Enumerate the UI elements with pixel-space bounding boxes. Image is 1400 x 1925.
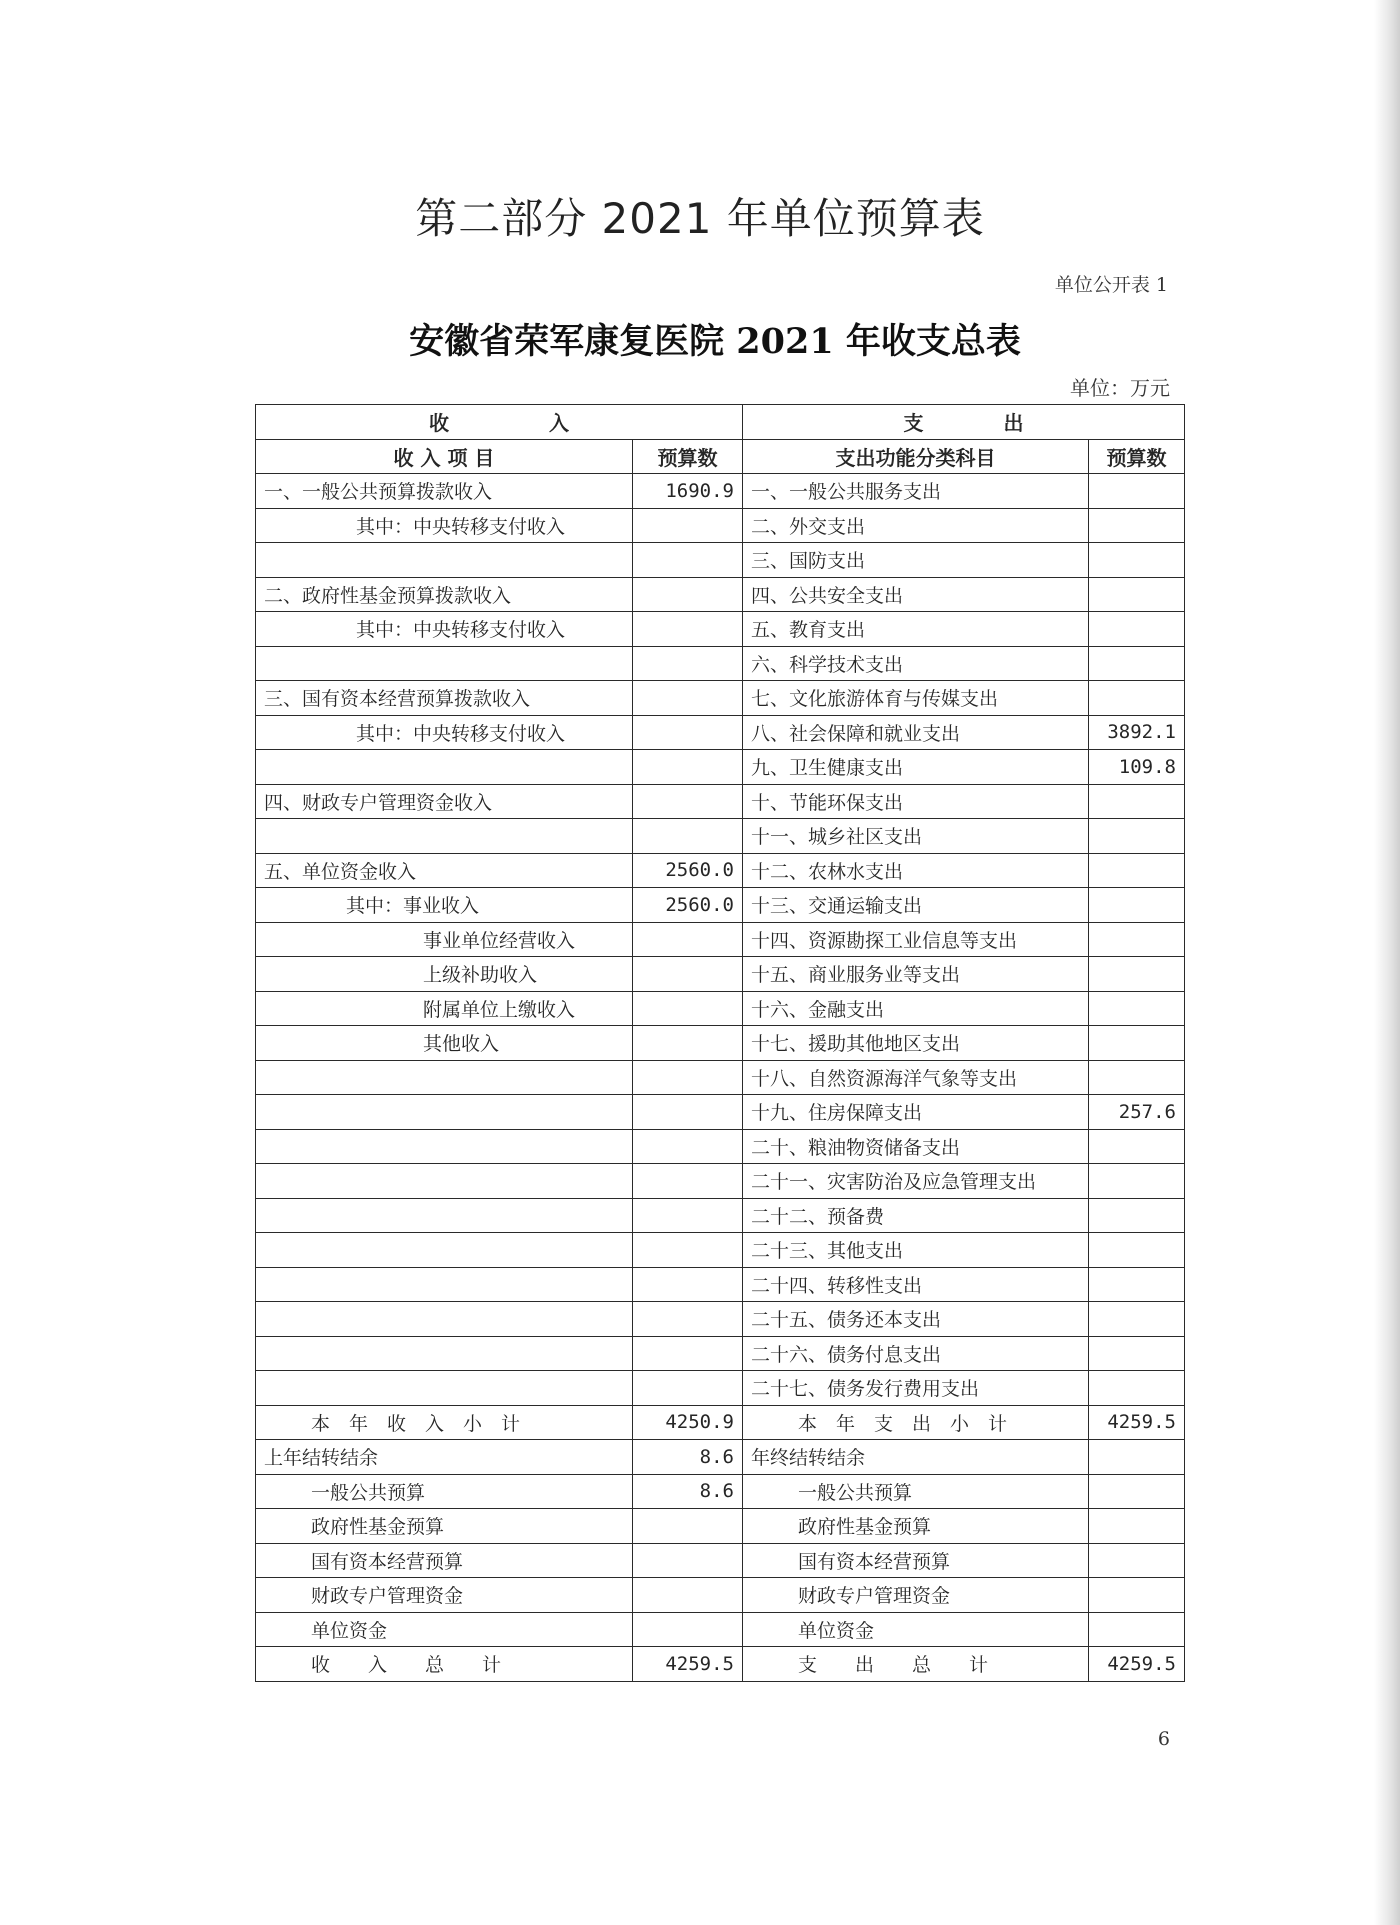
expense-item-cell: 二十一、灾害防治及应急管理支出 <box>743 1164 1089 1199</box>
table-row <box>256 1302 1185 1337</box>
income-item-cell: 其中：中央转移支付收入 <box>256 612 633 647</box>
expense-item-cell: 二十四、转移性支出 <box>743 1267 1089 1302</box>
form-number: 单位公开表 1 <box>1054 274 1168 296</box>
expense-value-cell <box>1089 1509 1185 1544</box>
income-value-cell <box>633 1267 743 1302</box>
expense-value-cell <box>1089 1440 1185 1475</box>
expense-item-cell: 六、科学技术支出 <box>743 646 1089 681</box>
table-header-row-1 <box>256 405 1185 440</box>
income-value-cell <box>633 1612 743 1647</box>
expense-value-cell <box>1089 888 1185 923</box>
expense-value-cell <box>1089 1336 1185 1371</box>
expense-value-cell <box>1089 681 1185 716</box>
table-row <box>256 1371 1185 1406</box>
income-value-cell <box>633 508 743 543</box>
expense-section-header: 支 出 <box>743 405 1185 440</box>
income-value-cell <box>633 1060 743 1095</box>
expense-item-cell: 十五、商业服务业等支出 <box>743 957 1089 992</box>
table-row <box>256 1578 1185 1613</box>
table-row <box>256 1233 1185 1268</box>
table-row <box>256 1405 1185 1440</box>
expense-value-cell: 3892.1 <box>1089 715 1185 750</box>
table-row <box>256 508 1185 543</box>
expense-value-cell <box>1089 508 1185 543</box>
income-value-cell: 8.6 <box>633 1440 743 1475</box>
table-row <box>256 1198 1185 1233</box>
expense-value-cell <box>1089 612 1185 647</box>
income-value-cell <box>633 612 743 647</box>
income-value-cell <box>633 819 743 854</box>
expense-value-cell <box>1089 1060 1185 1095</box>
income-item-cell: 本 年 收 入 小 计 <box>256 1405 633 1440</box>
income-value-cell <box>633 646 743 681</box>
income-value-cell: 2560.0 <box>633 888 743 923</box>
income-value-cell <box>633 1336 743 1371</box>
table-row <box>256 1440 1185 1475</box>
income-item-cell: 三、国有资本经营预算拨款收入 <box>256 681 633 716</box>
expense-value-cell <box>1089 991 1185 1026</box>
table-row <box>256 1543 1185 1578</box>
expense-item-header: 支出功能分类科目 <box>743 439 1089 474</box>
income-value-cell <box>633 922 743 957</box>
income-budget-header: 预算数 <box>633 439 743 474</box>
income-item-cell: 其中：事业收入 <box>256 888 633 923</box>
table-row <box>256 784 1185 819</box>
expense-item-cell: 二十五、债务还本支出 <box>743 1302 1089 1337</box>
table-row <box>256 1647 1185 1682</box>
page-edge-shadow <box>1374 0 1400 1925</box>
expense-item-cell: 支 出 总 计 <box>743 1647 1089 1682</box>
table-row <box>256 1164 1185 1199</box>
income-item-cell <box>256 1336 633 1371</box>
expense-item-cell: 单位资金 <box>743 1612 1089 1647</box>
expense-item-cell: 十、节能环保支出 <box>743 784 1089 819</box>
table-row <box>256 922 1185 957</box>
expense-item-cell: 八、社会保障和就业支出 <box>743 715 1089 750</box>
budget-summary-table <box>255 404 1185 1682</box>
expense-value-cell <box>1089 957 1185 992</box>
expense-value-cell: 257.6 <box>1089 1095 1185 1130</box>
expense-value-cell: 4259.5 <box>1089 1405 1185 1440</box>
table-row <box>256 543 1185 578</box>
expense-item-cell: 十一、城乡社区支出 <box>743 819 1089 854</box>
income-item-cell <box>256 1198 633 1233</box>
income-value-cell <box>633 1509 743 1544</box>
income-value-cell <box>633 1371 743 1406</box>
income-value-cell <box>633 1543 743 1578</box>
expense-item-cell: 七、文化旅游体育与传媒支出 <box>743 681 1089 716</box>
income-value-cell <box>633 991 743 1026</box>
expense-item-cell: 三、国防支出 <box>743 543 1089 578</box>
table-row <box>256 1129 1185 1164</box>
table-row <box>256 750 1185 785</box>
income-item-cell <box>256 1233 633 1268</box>
table-row <box>256 1612 1185 1647</box>
expense-item-cell: 十七、援助其他地区支出 <box>743 1026 1089 1061</box>
income-item-cell <box>256 1129 633 1164</box>
table-row <box>256 957 1185 992</box>
income-value-cell <box>633 543 743 578</box>
income-value-cell <box>633 577 743 612</box>
income-item-cell: 收 入 总 计 <box>256 1647 633 1682</box>
table-row <box>256 1336 1185 1371</box>
expense-item-cell: 国有资本经营预算 <box>743 1543 1089 1578</box>
income-value-cell <box>633 1026 743 1061</box>
table-row <box>256 1026 1185 1061</box>
income-item-cell <box>256 1095 633 1130</box>
expense-item-cell: 年终结转结余 <box>743 1440 1089 1475</box>
expense-value-cell <box>1089 543 1185 578</box>
income-item-cell <box>256 1302 633 1337</box>
expense-item-cell: 二十二、预备费 <box>743 1198 1089 1233</box>
income-value-cell: 4259.5 <box>633 1647 743 1682</box>
income-value-cell: 8.6 <box>633 1474 743 1509</box>
part-title: 第二部分 2021 年单位预算表 <box>415 194 985 243</box>
expense-item-cell: 二十、粮油物资储备支出 <box>743 1129 1089 1164</box>
table-row <box>256 474 1185 509</box>
table-row <box>256 1267 1185 1302</box>
income-value-cell <box>633 681 743 716</box>
income-value-cell: 2560.0 <box>633 853 743 888</box>
income-value-cell <box>633 1129 743 1164</box>
expense-item-cell: 十四、资源勘探工业信息等支出 <box>743 922 1089 957</box>
income-item-cell: 财政专户管理资金 <box>256 1578 633 1613</box>
table-row <box>256 888 1185 923</box>
expense-value-cell <box>1089 1578 1185 1613</box>
page-number: 6 <box>1157 1728 1170 1750</box>
income-item-cell: 附属单位上缴收入 <box>256 991 633 1026</box>
expense-item-cell: 五、教育支出 <box>743 612 1089 647</box>
table-row <box>256 1474 1185 1509</box>
table-row <box>256 1509 1185 1544</box>
table-row <box>256 646 1185 681</box>
income-item-cell: 一般公共预算 <box>256 1474 633 1509</box>
unit-label: 单位：万元 <box>1070 376 1170 400</box>
expense-value-cell <box>1089 577 1185 612</box>
income-value-cell <box>633 715 743 750</box>
income-value-cell <box>633 1198 743 1233</box>
income-value-cell <box>633 1302 743 1337</box>
income-value-cell <box>633 1578 743 1613</box>
expense-item-cell: 十八、自然资源海洋气象等支出 <box>743 1060 1089 1095</box>
income-item-cell: 其中：中央转移支付收入 <box>256 715 633 750</box>
income-item-cell: 其中：中央转移支付收入 <box>256 508 633 543</box>
expense-item-cell: 二十六、债务付息支出 <box>743 1336 1089 1371</box>
table-row <box>256 715 1185 750</box>
expense-value-cell <box>1089 784 1185 819</box>
income-value-cell <box>633 1164 743 1199</box>
income-item-cell <box>256 1267 633 1302</box>
expense-item-cell: 二十七、债务发行费用支出 <box>743 1371 1089 1406</box>
income-item-cell <box>256 646 633 681</box>
income-item-cell <box>256 543 633 578</box>
income-item-cell: 事业单位经营收入 <box>256 922 633 957</box>
income-item-cell: 二、政府性基金预算拨款收入 <box>256 577 633 612</box>
income-item-cell <box>256 1164 633 1199</box>
table-row <box>256 991 1185 1026</box>
income-item-cell: 上年结转结余 <box>256 1440 633 1475</box>
table-row <box>256 681 1185 716</box>
income-item-cell: 上级补助收入 <box>256 957 633 992</box>
expense-budget-header: 预算数 <box>1089 439 1185 474</box>
income-section-header: 收 入 <box>256 405 743 440</box>
table-row <box>256 1060 1185 1095</box>
expense-value-cell: 109.8 <box>1089 750 1185 785</box>
income-item-cell <box>256 819 633 854</box>
income-value-cell: 4250.9 <box>633 1405 743 1440</box>
income-value-cell <box>633 1095 743 1130</box>
expense-value-cell: 4259.5 <box>1089 1647 1185 1682</box>
table-row <box>256 819 1185 854</box>
income-value-cell <box>633 750 743 785</box>
income-value-cell: 1690.9 <box>633 474 743 509</box>
expense-value-cell <box>1089 1267 1185 1302</box>
expense-value-cell <box>1089 474 1185 509</box>
expense-item-cell: 十三、交通运输支出 <box>743 888 1089 923</box>
expense-value-cell <box>1089 1612 1185 1647</box>
table-row <box>256 612 1185 647</box>
income-value-cell <box>633 957 743 992</box>
expense-value-cell <box>1089 1026 1185 1061</box>
expense-value-cell <box>1089 819 1185 854</box>
table-row <box>256 853 1185 888</box>
income-item-cell <box>256 750 633 785</box>
expense-value-cell <box>1089 1371 1185 1406</box>
expense-value-cell <box>1089 922 1185 957</box>
expense-item-cell: 一、一般公共服务支出 <box>743 474 1089 509</box>
expense-value-cell <box>1089 646 1185 681</box>
expense-item-cell: 一般公共预算 <box>743 1474 1089 1509</box>
income-item-cell <box>256 1060 633 1095</box>
expense-item-cell: 十二、农林水支出 <box>743 853 1089 888</box>
expense-item-cell: 二、外交支出 <box>743 508 1089 543</box>
expense-value-cell <box>1089 1129 1185 1164</box>
income-item-cell <box>256 1371 633 1406</box>
income-item-cell: 一、一般公共预算拨款收入 <box>256 474 633 509</box>
table-title: 安徽省荣军康复医院 2021 年收支总表 <box>409 321 1021 362</box>
income-value-cell <box>633 784 743 819</box>
income-item-cell: 国有资本经营预算 <box>256 1543 633 1578</box>
expense-item-cell: 十九、住房保障支出 <box>743 1095 1089 1130</box>
expense-value-cell <box>1089 1198 1185 1233</box>
expense-value-cell <box>1089 1474 1185 1509</box>
expense-item-cell: 财政专户管理资金 <box>743 1578 1089 1613</box>
income-item-cell: 其他收入 <box>256 1026 633 1061</box>
income-value-cell <box>633 1233 743 1268</box>
expense-item-cell: 四、公共安全支出 <box>743 577 1089 612</box>
income-item-cell: 单位资金 <box>256 1612 633 1647</box>
table-row <box>256 1095 1185 1130</box>
expense-value-cell <box>1089 1543 1185 1578</box>
expense-item-cell: 二十三、其他支出 <box>743 1233 1089 1268</box>
expense-value-cell <box>1089 1164 1185 1199</box>
income-item-header: 收 入 项 目 <box>256 439 633 474</box>
income-item-cell: 五、单位资金收入 <box>256 853 633 888</box>
table-row <box>256 577 1185 612</box>
income-item-cell: 政府性基金预算 <box>256 1509 633 1544</box>
table-header-row-2 <box>256 439 1185 474</box>
expense-item-cell: 九、卫生健康支出 <box>743 750 1089 785</box>
expense-value-cell <box>1089 1302 1185 1337</box>
expense-value-cell <box>1089 853 1185 888</box>
expense-item-cell: 本 年 支 出 小 计 <box>743 1405 1089 1440</box>
expense-item-cell: 政府性基金预算 <box>743 1509 1089 1544</box>
expense-item-cell: 十六、金融支出 <box>743 991 1089 1026</box>
expense-value-cell <box>1089 1233 1185 1268</box>
income-item-cell: 四、财政专户管理资金收入 <box>256 784 633 819</box>
